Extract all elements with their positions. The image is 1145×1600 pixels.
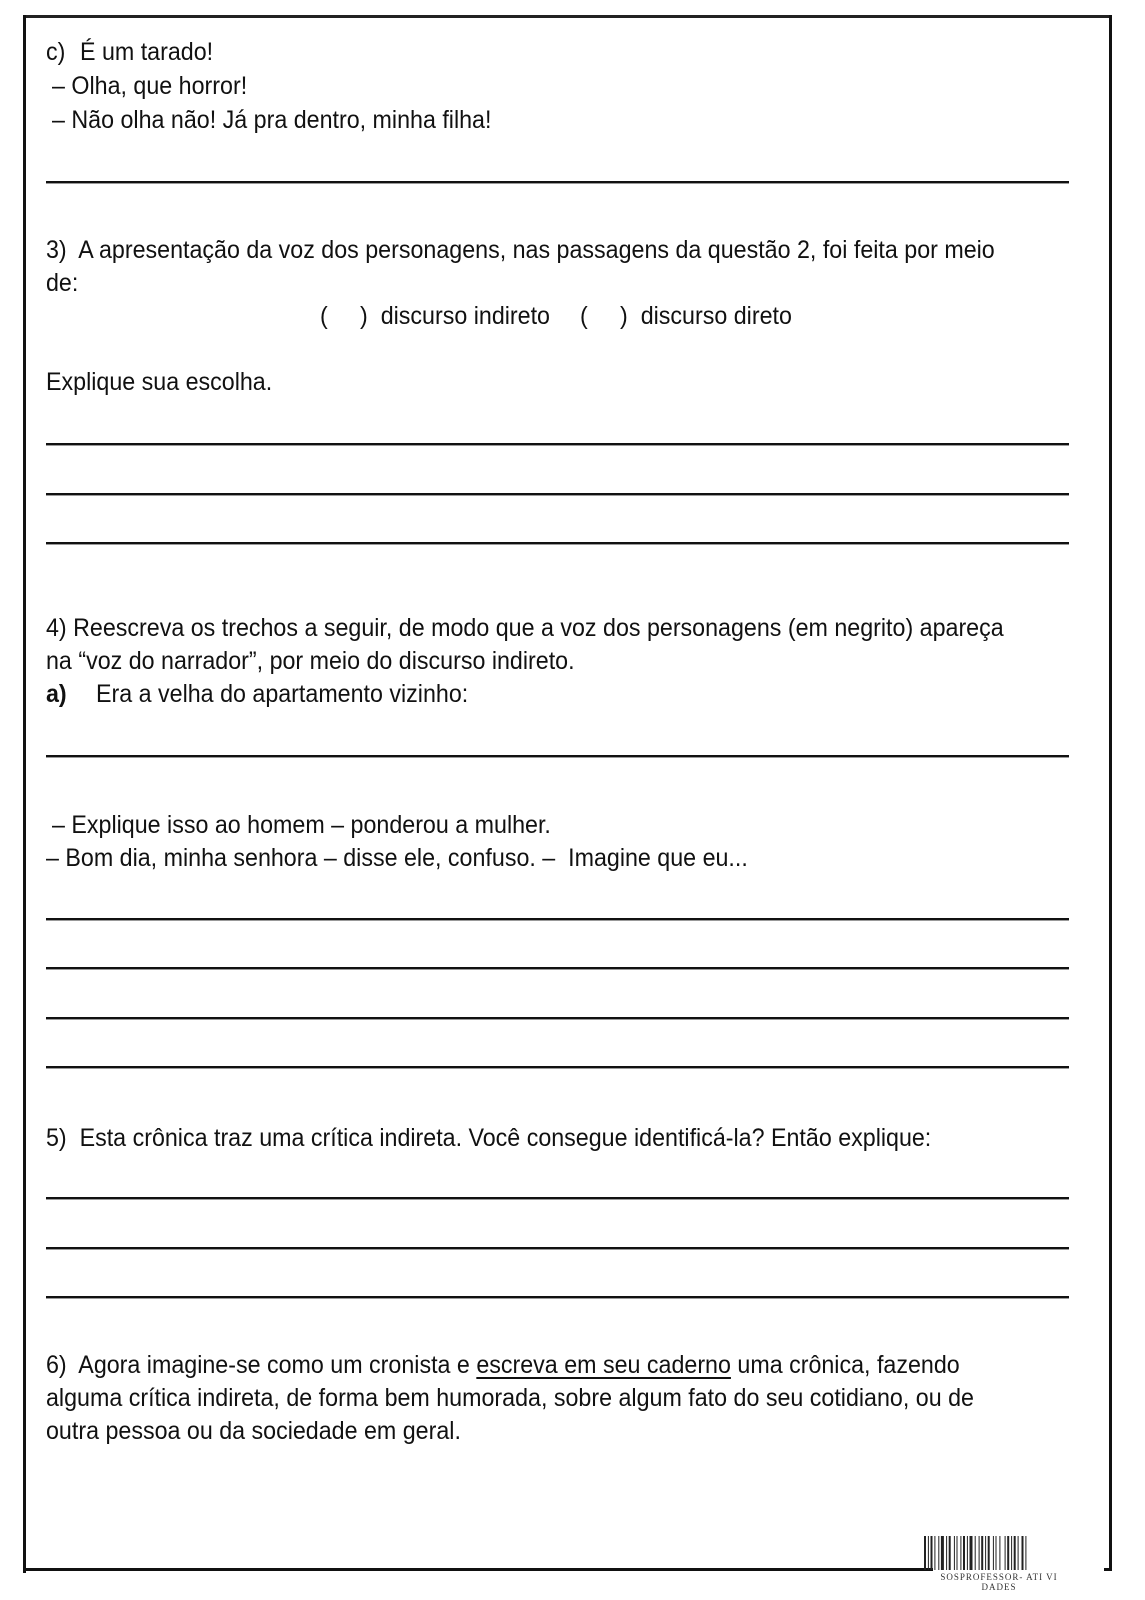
q6-line-3: outra pessoa ou da sociedade em geral. [46, 1417, 461, 1445]
barcode-bar [996, 1536, 997, 1570]
answer-line[interactable] [46, 443, 1069, 446]
page-frame-corner [1104, 1568, 1112, 1571]
q6-underlined-instruction: escreva em seu caderno [476, 1351, 731, 1379]
barcode-bar [1018, 1536, 1019, 1570]
q4-item-a-text: Era a velha do apartamento vizinho: [96, 680, 469, 708]
item-c-line-2: – Olha, que horror! [52, 72, 248, 100]
q3-question-cont: de: [46, 269, 79, 297]
barcode-bar [999, 1536, 1000, 1570]
barcode-bar [1022, 1536, 1024, 1570]
barcode-bar [954, 1536, 955, 1570]
q4-dialogue-1: – Explique isso ao homem – ponderou a mulher. [52, 811, 551, 839]
answer-line[interactable] [46, 181, 1069, 184]
barcode-bar [993, 1536, 994, 1570]
barcode-bar [938, 1536, 939, 1570]
q3-option-direct[interactable]: ( ) discurso direto [580, 302, 792, 330]
item-c-line-1: É um tarado! [80, 38, 214, 66]
barcode-bar [1007, 1536, 1009, 1570]
barcode-bar [1011, 1536, 1012, 1570]
answer-line[interactable] [46, 967, 1069, 970]
barcode-bar [941, 1536, 944, 1570]
barcode-bar [949, 1536, 951, 1570]
barcode-bar [970, 1536, 973, 1570]
barcode-bar [960, 1536, 961, 1570]
barcode-bar [931, 1536, 933, 1570]
answer-line[interactable] [46, 918, 1069, 921]
q3-option-indirect[interactable]: ( ) discurso indireto [320, 302, 551, 330]
barcode-bar [985, 1536, 986, 1570]
q4-question-cont: na “voz do narrador”, por meio do discurso indireto. [46, 647, 575, 675]
q4-dialogue-2: – Bom dia, minha senhora – disse ele, confuso. – Imagine que eu... [46, 844, 748, 872]
barcode-bar [967, 1536, 968, 1570]
answer-line[interactable] [46, 1247, 1069, 1250]
barcode-bar [957, 1536, 958, 1570]
item-c-label: c) [46, 38, 66, 66]
q6-suffix: uma crônica, fazendo [730, 1351, 960, 1379]
barcode-bar [1025, 1536, 1026, 1570]
barcode-icon [924, 1536, 1074, 1570]
answer-line[interactable] [46, 542, 1069, 545]
barcode-bar [1014, 1536, 1016, 1570]
barcode-bar [928, 1536, 929, 1570]
page-frame-right [1109, 15, 1112, 1571]
barcode-caption: SOSPROFESSOR- ATI VI DADES [940, 1572, 1058, 1592]
q5-question: 5) Esta crônica traz uma crítica indireta. Você consegue identificá-la? Então explique: [46, 1124, 932, 1152]
barcode-bar [924, 1536, 926, 1570]
q6-prefix: 6) Agora imagine-se como um cronista e [46, 1351, 477, 1379]
barcode-bar [975, 1536, 976, 1570]
answer-line[interactable] [46, 755, 1069, 758]
answer-line[interactable] [46, 1066, 1069, 1069]
barcode-bar [979, 1536, 980, 1570]
q3-question: 3) A apresentação da voz dos personagens, nas passagens da questão 2, foi feita por meio [46, 236, 995, 264]
item-c-line-3: – Não olha não! Já pra dentro, minha filha! [52, 106, 492, 134]
q6-line-2: alguma crítica indireta, de forma bem humorada, sobre algum fato do seu cotidiano, ou de [46, 1384, 974, 1412]
answer-line[interactable] [46, 1296, 1069, 1299]
answer-line[interactable] [46, 493, 1069, 496]
page-frame-top [23, 15, 1112, 18]
q3-prompt: Explique sua escolha. [46, 368, 273, 396]
barcode-bar [934, 1536, 935, 1570]
page-frame-bottom [23, 1568, 933, 1571]
answer-line[interactable] [46, 1197, 1069, 1200]
q4-question: 4) Reescreva os trechos a seguir, de modo que a voz dos personagens (em negrito) apareça [46, 614, 1004, 642]
answer-line[interactable] [46, 1017, 1069, 1020]
q6-line-1 [46, 1349, 960, 1382]
barcode-bar [988, 1536, 990, 1570]
page-frame-left [23, 15, 26, 1573]
barcode-bar [963, 1536, 965, 1570]
q4-item-a-label: a) [46, 680, 67, 708]
barcode-bar [946, 1536, 947, 1570]
barcode-bar [1005, 1536, 1006, 1570]
barcode-bar [981, 1536, 983, 1570]
